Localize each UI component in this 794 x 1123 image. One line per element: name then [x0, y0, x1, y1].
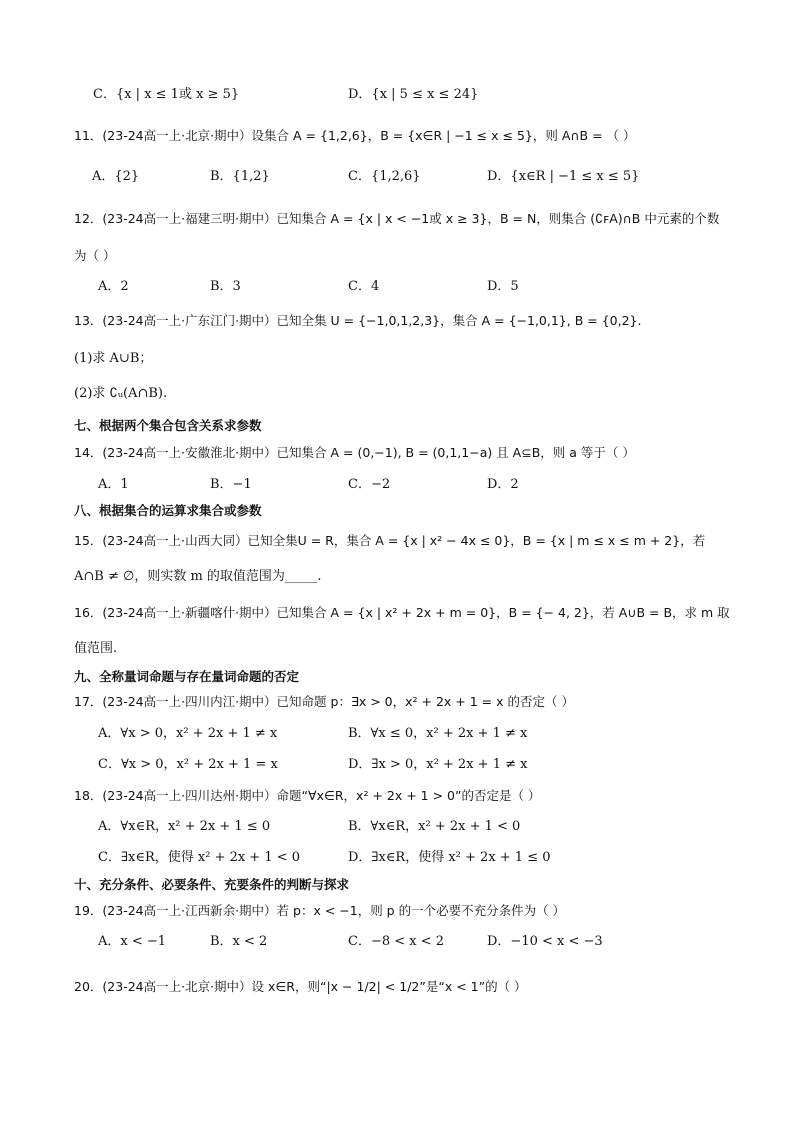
question-15-stem-line2: A∩B ≠ ∅，则实数 m 的取值范围为_____.: [74, 569, 322, 584]
q14-option-c: C．−2: [348, 477, 391, 492]
q19-option-b: B．x < 2: [210, 934, 268, 949]
q14-option-b: B．−1: [210, 477, 252, 492]
q11-option-c: C．{1,2,6}: [348, 169, 421, 184]
question-11-stem: 11．(23-24高一上·北京·期中）设集合 A = {1,2,6}，B = {x∈R | −1 ≤ x ≤ 5}，则 A∩B = （ ）: [74, 128, 636, 143]
question-16-stem-line1: 16．(23-24高一上·新疆喀什·期中）已知集合 A = {x | x² + 2x + m = 0}，B = {− 4, 2}，若 A∪B = B，求 m 取: [74, 605, 730, 620]
section-heading-10: 十、充分条件、必要条件、充要条件的判断与探求: [74, 877, 350, 892]
q18-option-a: A．∀x∈R，x² + 2x + 1 ≤ 0: [98, 819, 271, 834]
q19-option-a: A．x < −1: [98, 934, 167, 949]
question-18-stem: 18．(23-24高一上·四川达州·期中）命题“∀x∈R，x² + 2x + 1 > 0”的否定是（ ）: [74, 788, 541, 803]
q12-option-a: A．2: [98, 279, 129, 294]
q17-option-d: D．∃x > 0，x² + 2x + 1 ≠ x: [348, 757, 528, 772]
question-13-stem: 13．(23-24高一上·广东江门·期中）已知全集 U = {−1,0,1,2,3}，集合 A = {−1,0,1}, B = {0,2}.: [74, 313, 642, 328]
q14-option-a: A．1: [98, 477, 129, 492]
q19-option-d: D．−10 < x < −3: [487, 934, 603, 949]
section-heading-9: 九、全称量词命题与存在量词命题的否定: [74, 669, 300, 684]
q12-option-d: D．5: [487, 279, 519, 294]
q10-option-c: C．{x | x ≤ 1或 x ≥ 5}: [93, 87, 240, 102]
question-20-stem: 20．(23-24高一上·北京·期中）设 x∈R，则“|x − 1/2| < 1/2”是“x < 1”的（ ）: [74, 979, 527, 994]
q11-option-a: A．{2}: [92, 169, 140, 184]
question-13-sub1: (1)求 A∪B；: [74, 351, 153, 366]
q12-option-c: C．4: [348, 279, 380, 294]
q18-option-d: D．∃x∈R，使得 x² + 2x + 1 ≤ 0: [348, 850, 551, 865]
question-15-stem-line1: 15．(23-24高一上·山西大同）已知全集U = R，集合 A = {x | x² − 4x ≤ 0}，B = {x | m ≤ x ≤ m + 2}，若: [74, 533, 706, 548]
q11-option-d: D．{x∈R | −1 ≤ x ≤ 5}: [487, 169, 640, 184]
question-12-stem-line2: 为（ ）: [74, 248, 116, 263]
q17-option-c: C．∀x > 0，x² + 2x + 1 = x: [98, 757, 278, 772]
q17-option-b: B．∀x ≤ 0，x² + 2x + 1 ≠ x: [348, 726, 528, 741]
q19-option-c: C．−8 < x < 2: [348, 934, 445, 949]
q17-option-a: A．∀x > 0，x² + 2x + 1 ≠ x: [98, 726, 278, 741]
question-13-sub2: (2)求 ∁ᵤ(A∩B).: [74, 386, 168, 401]
section-heading-8: 八、根据集合的运算求集合或参数: [74, 503, 262, 518]
section-heading-7: 七、根据两个集合包含关系求参数: [74, 418, 262, 433]
question-14-stem: 14．(23-24高一上·安徽淮北·期中）已知集合 A = (0,−1), B = (0,1,1−a) 且 A⊆B，则 a 等于（ ）: [74, 445, 635, 460]
q11-option-b: B．{1,2}: [210, 169, 270, 184]
question-17-stem: 17．(23-24高一上·四川内江·期中）已知命题 p：∃x > 0，x² + 2x + 1 = x 的否定（ ）: [74, 694, 574, 709]
q14-option-d: D．2: [487, 477, 519, 492]
q12-option-b: B．3: [210, 279, 241, 294]
question-12-stem-line1: 12．(23-24高一上·福建三明·期中）已知集合 A = {x | x < −1或 x ≥ 3}，B = N，则集合 (∁ꜰA)∩B 中元素的个数: [74, 211, 720, 226]
question-19-stem: 19．(23-24高一上·江西新余·期中）若 p：x < −1，则 p 的一个必要不充分条件为（ ）: [74, 903, 566, 918]
q10-option-d: D．{x | 5 ≤ x ≤ 24}: [348, 87, 479, 102]
q18-option-b: B．∀x∈R，x² + 2x + 1 < 0: [348, 819, 521, 834]
question-16-stem-line2: 值范围.: [74, 641, 118, 656]
q18-option-c: C．∃x∈R，使得 x² + 2x + 1 < 0: [98, 850, 301, 865]
